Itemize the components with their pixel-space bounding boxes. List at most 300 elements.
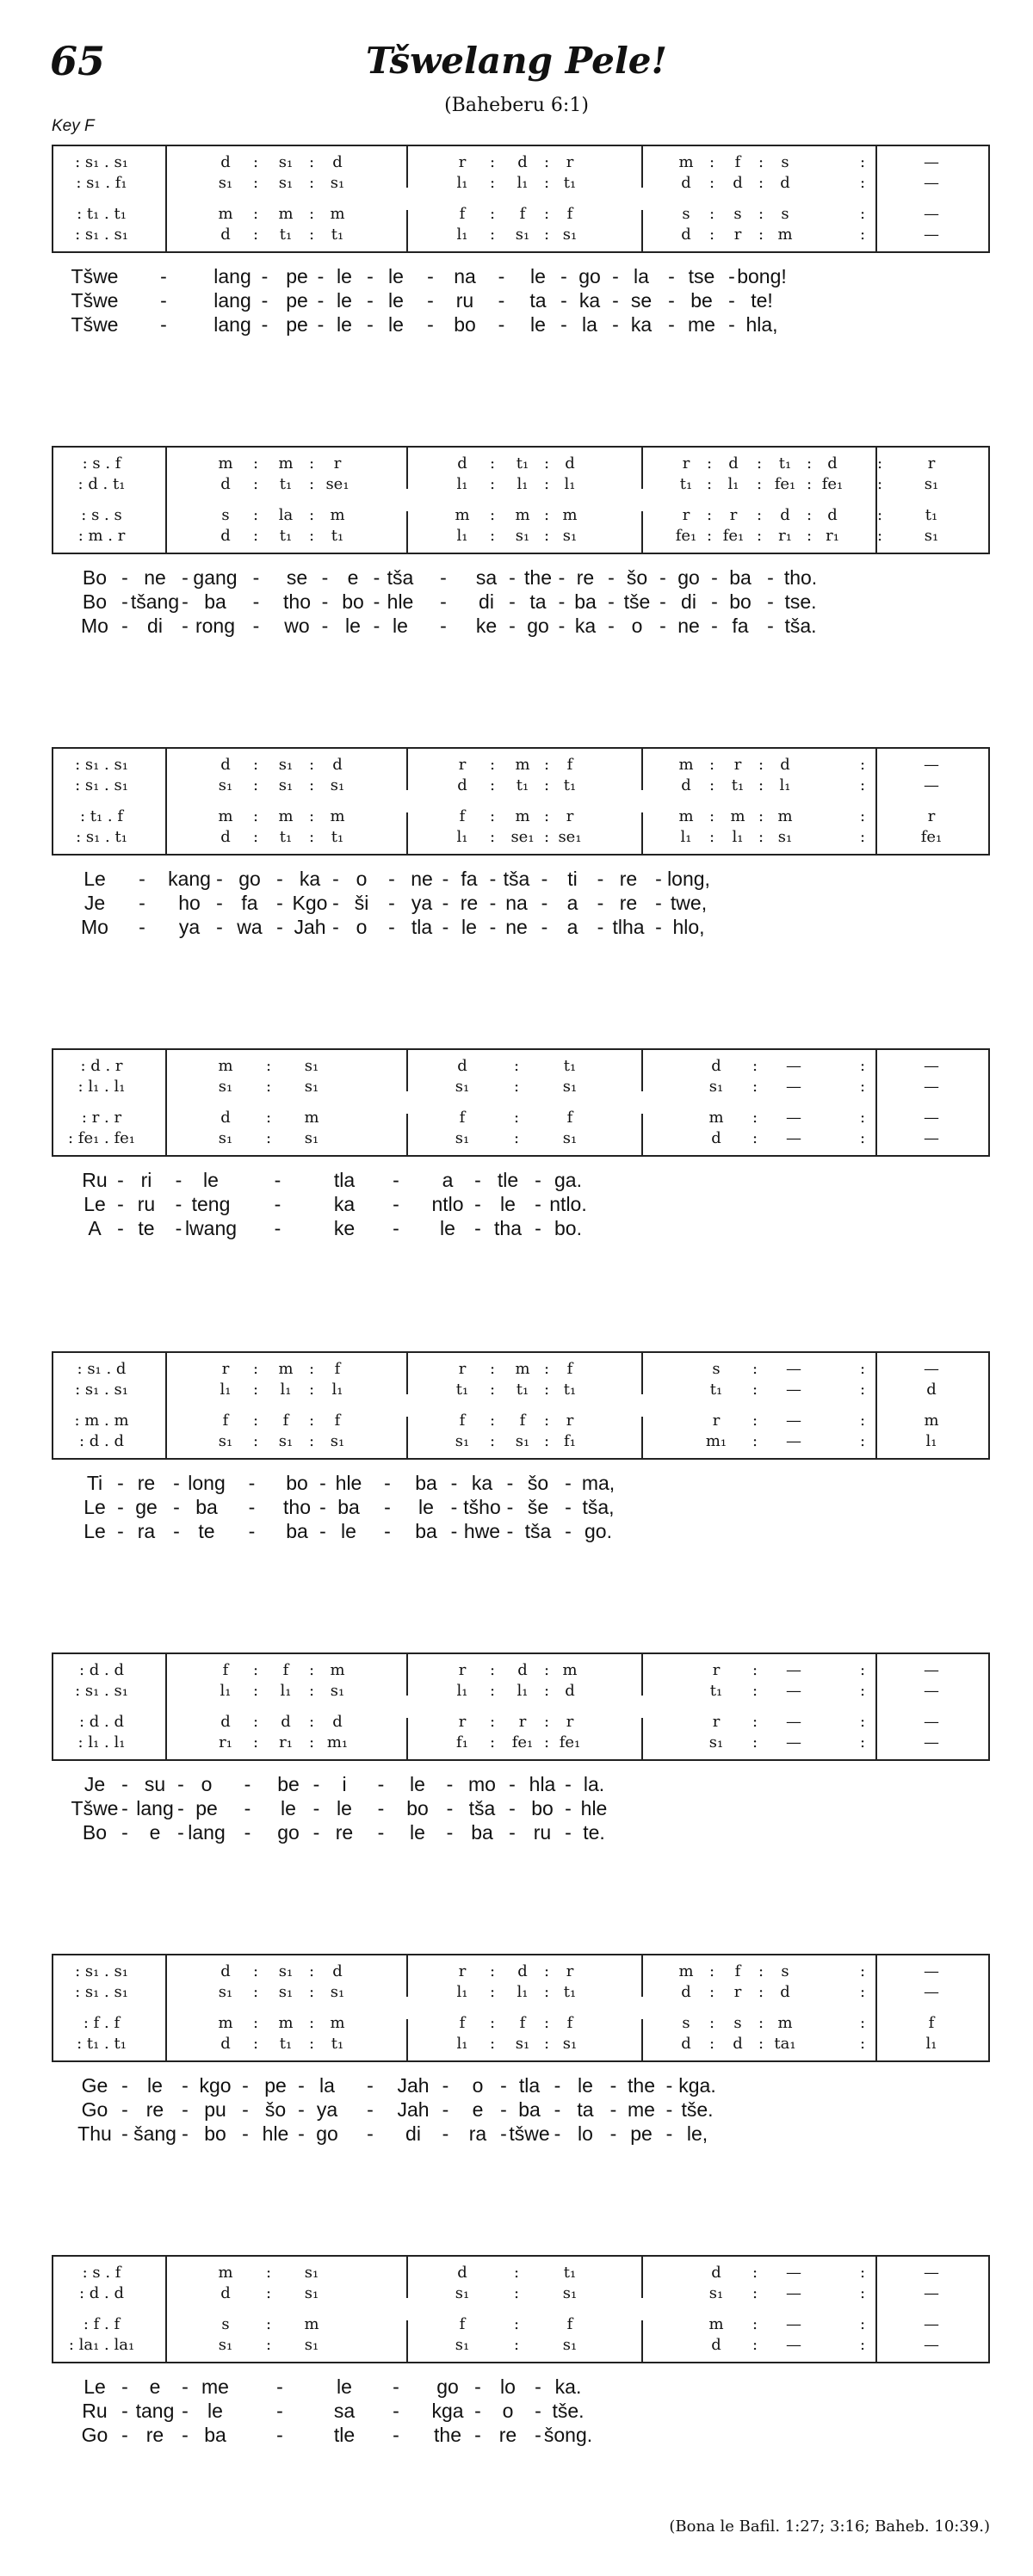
solfa-note: : d . r [80,1057,123,1075]
solfa-note: : d . d [79,2284,124,2302]
lyric-syllable: na [505,892,528,914]
solfa-note: f₁ [456,1733,468,1751]
syllable-hyphen: - [506,1520,514,1542]
beat-separator: : [308,1412,315,1430]
syllable-hyphen: - [668,265,675,287]
syllable-hyphen: - [321,615,329,637]
syllable-hyphen: - [182,2400,189,2422]
solfa-note: — [924,1057,939,1075]
beat-separator: : [758,776,764,794]
syllable-hyphen: - [442,2074,449,2097]
lyric-syllable: re [619,868,638,890]
beat-separator: : [513,2264,520,2282]
lyric-syllable: la [582,313,597,336]
solfa-note: f [222,1661,229,1679]
solfa-note: : s₁ . s₁ [75,153,128,171]
solfa-note: s₁ [455,1432,470,1450]
solfa-note: s₁ [304,2336,319,2354]
syllable-hyphen: - [242,2074,249,2097]
beat-separator: : [543,1713,550,1731]
music-system [52,446,990,646]
syllable-hyphen: - [312,1821,320,1844]
solfa-note: m [777,807,793,825]
solfa-note: l₁ [516,1983,529,2001]
solfa-note: r [712,1661,721,1679]
beat-separator: : [859,828,866,846]
beat-separator: : [859,1381,866,1399]
lyric-syllable: hwe [463,1520,501,1542]
syllable-hyphen: - [668,313,675,336]
solfa-note: s₁ [515,527,530,545]
lyric-syllable: Le [84,1520,106,1542]
solfa-note: s₁ [218,1983,233,2001]
solfa-note: t₁ [279,828,293,846]
lyric-syllable: A [88,1217,102,1239]
lyric-syllable: bo [406,1797,429,1819]
solfa-note: m [678,756,694,774]
beat-separator: : [489,1381,496,1399]
syllable-hyphen: - [182,2122,189,2145]
beat-separator: : [308,174,315,192]
beat-separator: : [758,807,764,825]
lyric-syllable: tša. [784,615,817,637]
bar-line [641,448,643,489]
lyrics-block [52,1775,990,1852]
solfa-note: — [924,205,939,223]
lyric-syllable: ka [574,615,597,637]
beat-separator: : [543,1412,550,1430]
lyric-syllable: me [201,2375,229,2398]
solfa-note: l₁ [564,475,576,493]
lyric-syllable: ke [333,1217,356,1239]
beat-separator: : [489,1661,496,1679]
beat-separator: : [252,205,259,223]
lyric-syllable: šo [264,2098,287,2121]
solfa-note: m [330,2014,345,2032]
lyric-syllable: tho [283,1496,311,1518]
solfa-note: f [334,1360,341,1378]
solfa-note: s₁ [924,475,939,493]
syllable-hyphen: - [160,265,167,287]
syllable-hyphen: - [175,1193,182,1215]
syllable-hyphen: - [248,1472,256,1494]
lyric-syllable: bo [204,2122,226,2145]
bar-line [406,448,408,489]
solfa-note: m [278,454,294,473]
solfa-note: f [566,1109,573,1127]
lyric-syllable: pe [195,1797,218,1819]
syllable-hyphen: - [711,590,718,613]
solfa-note: f [222,1412,229,1430]
lyric-syllable: ba [729,566,752,589]
syllable-hyphen: - [319,1472,326,1494]
lyric-syllable: ka. [554,2375,582,2398]
solfa-note: t₁ [709,1682,723,1700]
syllable-hyphen: - [446,1797,454,1819]
solfa-note: s₁ [777,828,793,846]
syllable-hyphen: - [558,590,566,613]
solfa-note: s₁ [455,1129,470,1147]
syllable-hyphen: - [659,615,666,637]
beat-separator: : [489,454,496,473]
beat-separator: : [489,2035,496,2053]
solfa-note: m [304,2315,319,2333]
beat-separator: : [489,1713,496,1731]
lyric-syllable: Jah [397,2074,430,2097]
bar-line [406,812,408,854]
syllable-hyphen: - [500,2074,507,2097]
beat-separator: : [752,2264,758,2282]
solfa-note: d [220,153,231,171]
solfa-note: d [220,828,231,846]
solfa-note: s₁ [278,1983,294,2001]
lyric-syllable: ba [204,2424,226,2446]
solfa-note: t₁ [516,1381,529,1399]
lyric-syllable: Tšwe [71,313,119,336]
lyric-syllable: le [337,313,352,336]
beat-separator: : [543,1360,550,1378]
beat-separator: : [252,527,259,545]
solfa-note: l₁ [456,1983,468,2001]
solfa-note: l₁ [456,475,468,493]
syllable-hyphen: - [554,2098,561,2121]
solfa-note: f [459,205,466,223]
solfa-note: — [924,174,939,192]
beat-separator: : [252,828,259,846]
solfa-note: s [781,1962,789,1980]
syllable-hyphen: - [317,265,325,287]
solfa-note: t₁ [516,454,529,473]
lyric-syllable: ba [415,1520,437,1542]
beat-separator: : [859,2336,866,2354]
solfa-note: r [733,756,742,774]
solfa-note: s₁ [304,1078,319,1096]
solfa-note: l₁ [925,2035,937,2053]
solfa-note: d [220,2035,231,2053]
solfa-note: r [566,153,574,171]
syllable-hyphen: - [506,1496,514,1518]
beat-separator: : [252,1381,259,1399]
lyric-syllable: le [337,2375,352,2398]
lyric-syllable: Ru [82,1169,108,1191]
solfa-note: s₁ [515,225,530,244]
lyric-syllable: te! [751,289,773,312]
syllable-hyphen: - [216,916,223,938]
lyric-syllable: hla, [745,313,778,336]
beat-separator: : [859,2264,866,2282]
solfa-note: l₁ [456,1682,468,1700]
lyric-syllable: ta [529,590,547,613]
beat-separator: : [708,828,715,846]
solfa-note: — [786,1129,801,1147]
lyrics-block [52,1171,990,1248]
syllable-hyphen: - [261,313,269,336]
solfa-note: : s₁ . s₁ [75,756,128,774]
syllable-hyphen: - [565,1797,572,1819]
lyric-syllable: le [281,1797,296,1819]
solfa-note: s₁ [330,776,345,794]
syllable-hyphen: - [160,289,167,312]
solfa-note: s₁ [278,153,294,171]
syllable-hyphen: - [117,1217,124,1239]
lyric-syllable: go [527,615,549,637]
syllable-hyphen: - [373,590,380,613]
lyric-syllable: o [356,868,368,890]
lyric-syllable: ga. [554,1169,582,1191]
solfa-note: — [924,1983,939,2001]
syllable-hyphen: - [450,1496,458,1518]
beat-separator: : [859,1983,866,2001]
solfa-note: m [562,1661,578,1679]
solfa-note: d [827,454,838,473]
solfa-note: m [730,807,745,825]
syllable-hyphen: - [276,2424,283,2446]
solfa-note: s₁ [708,1078,724,1096]
lyric-syllable: le [578,2074,593,2097]
syllable-hyphen: - [541,868,548,890]
lyric-syllable: wo [284,615,310,637]
solfa-note: l₁ [220,1682,232,1700]
music-system [52,1351,990,1551]
solfa-note: l₁ [516,1682,529,1700]
syllable-hyphen: - [321,566,329,589]
syllable-hyphen: - [274,1217,281,1239]
beat-separator: : [489,1682,496,1700]
solfa-note: s [733,205,742,223]
lyric-syllable: go [436,2375,459,2398]
solfa-note: d [220,1962,231,1980]
beat-separator: : [308,1682,315,1700]
tonic-solfa-staff [52,2255,990,2363]
solfa-note: : t₁ . t₁ [77,205,127,223]
lyric-syllable: ya [316,2098,338,2121]
solfa-note: d [332,756,343,774]
lyric-syllable: lang [213,265,251,287]
syllable-hyphen: - [393,2424,399,2446]
lyric-syllable: le [388,313,404,336]
beat-separator: : [752,2315,758,2333]
bar-line [165,146,167,251]
lyric-syllable: te. [583,1821,605,1844]
solfa-note: d [220,2284,231,2302]
beat-separator: : [252,475,259,493]
lyric-syllable: Go [81,2424,108,2446]
lyric-syllable: se [286,566,308,589]
solfa-note: t₁ [455,1381,469,1399]
bar-line [641,1114,643,1155]
solfa-note: : s₁ . s₁ [75,1983,128,2001]
syllable-hyphen: - [332,892,339,914]
beat-separator: : [252,506,259,524]
solfa-note: f [928,2014,935,2032]
syllable-hyphen: - [665,2098,673,2121]
lyric-syllable: tla [411,916,433,938]
music-system [52,747,990,947]
solfa-note: fe₁ [559,1733,581,1751]
solfa-note: d [220,1109,231,1127]
solfa-note: s₁ [562,1078,578,1096]
syllable-hyphen: - [274,1193,281,1215]
beat-separator: : [859,2014,866,2032]
solfa-note: f [459,1109,466,1127]
solfa-note: : s₁ . d [77,1360,127,1378]
lyric-syllable: ši [354,892,369,914]
solfa-note: — [924,776,939,794]
solfa-note: — [924,1682,939,1700]
beat-separator: : [708,1983,715,2001]
beat-separator: : [752,1733,758,1751]
solfa-note: d [457,776,467,794]
solfa-note: d [220,756,231,774]
lyric-syllable: go [578,265,601,287]
beat-separator: : [876,475,883,493]
beat-separator: : [708,756,715,774]
solfa-note: f₁ [564,1432,576,1450]
lyric-syllable: the [628,2074,655,2097]
lyric-syllable: Jah [397,2098,430,2121]
syllable-hyphen: - [173,1520,180,1542]
music-system [52,1652,990,1852]
solfa-note: r [458,1661,467,1679]
beat-separator: : [265,2315,272,2333]
solfa-note: s [781,153,789,171]
music-system [52,145,990,344]
solfa-note: f [734,153,741,171]
syllable-hyphen: - [242,2122,249,2145]
solfa-note: t₁ [731,776,745,794]
beat-separator: : [859,1412,866,1430]
syllable-hyphen: - [216,892,223,914]
syllable-hyphen: - [367,265,374,287]
solfa-note: d [565,454,575,473]
beat-separator: : [859,1661,866,1679]
beat-separator: : [806,475,813,493]
solfa-note: d [711,2336,721,2354]
syllable-hyphen: - [252,590,260,613]
lyric-syllable: bo [286,1472,308,1494]
solfa-note: r [458,153,467,171]
syllable-hyphen: - [711,566,718,589]
lyric-syllable: pe [630,2122,653,2145]
beat-separator: : [543,454,550,473]
solfa-note: ta₁ [774,2035,796,2053]
beat-separator: : [758,2035,764,2053]
lyric-syllable: ka [299,868,321,890]
bar-line [641,1050,643,1091]
syllable-hyphen: - [367,289,374,312]
beat-separator: : [308,205,315,223]
solfa-note: : l₁ . l₁ [77,1733,126,1751]
beat-separator: : [752,1661,758,1679]
solfa-note: s₁ [304,1129,319,1147]
lyric-syllable: re [498,2424,517,2446]
solfa-note: s [712,1360,721,1378]
solfa-note: s₁ [304,2284,319,2302]
beat-separator: : [252,153,259,171]
lyric-syllable: tšwe [509,2122,550,2145]
lyric-syllable: o [502,2400,514,2422]
solfa-note: m [330,1661,345,1679]
tonic-solfa-staff [52,1048,990,1157]
syllable-hyphen: - [560,265,567,287]
solfa-note: l₁ [220,1381,232,1399]
lyric-syllable: ho [178,892,201,914]
syllable-hyphen: - [117,1520,124,1542]
beat-separator: : [252,225,259,244]
solfa-note: d [220,1713,231,1731]
lyric-syllable: ra [468,2122,487,2145]
beat-separator: : [752,2336,758,2354]
bar-line [406,2019,408,2060]
beat-separator: : [876,506,883,524]
beat-separator: : [859,174,866,192]
bar-line [641,1718,643,1759]
beat-separator: : [708,2014,715,2032]
solfa-note: — [786,1381,801,1399]
beat-separator: : [265,1129,272,1147]
lyric-syllable: šong. [543,2424,593,2446]
beat-separator: : [543,1661,550,1679]
syllable-hyphen: - [506,1472,514,1494]
lyric-syllable: lang [188,1821,226,1844]
beat-separator: : [859,1129,866,1147]
solfa-note: r [221,1360,230,1378]
syllable-hyphen: - [117,1193,124,1215]
bar-line [406,146,408,188]
lyric-syllable: ba [415,1472,437,1494]
beat-separator: : [308,527,315,545]
solfa-note: l₁ [732,828,744,846]
beat-separator: : [859,2315,866,2333]
solfa-note: : s₁ . f₁ [76,174,127,192]
lyric-syllable: še [527,1496,549,1518]
syllable-hyphen: - [173,1496,180,1518]
beat-separator: : [265,2336,272,2354]
beat-separator: : [758,2014,764,2032]
solfa-note: f [566,2014,573,2032]
lyric-syllable: ra [137,1520,156,1542]
syllable-hyphen: - [509,590,516,613]
lyric-syllable: se [630,289,653,312]
bar-line [875,2257,877,2362]
solfa-note: m [278,2014,294,2032]
beat-separator: : [752,1057,758,1075]
beat-separator: : [859,756,866,774]
syllable-hyphen: - [565,1520,572,1542]
solfa-note: r [518,1713,527,1731]
lyric-syllable: me [628,2098,655,2121]
lyric-syllable: le [337,289,352,312]
syllable-hyphen: - [565,1496,572,1518]
solfa-note: se₁ [325,475,349,493]
lyric-syllable: ya [411,892,433,914]
syllable-hyphen: - [312,1773,320,1795]
solfa-note: s₁ [278,776,294,794]
syllable-hyphen: - [498,265,505,287]
beat-separator: : [489,756,496,774]
syllable-hyphen: - [377,1797,385,1819]
solfa-note: f [459,2315,466,2333]
solfa-note: d [517,1661,528,1679]
syllable-hyphen: - [498,313,505,336]
lyric-syllable: rong [195,615,236,637]
solfa-note: — [924,1129,939,1147]
solfa-note: s₁ [218,1129,233,1147]
bar-line [406,1955,408,1997]
beat-separator: : [489,527,496,545]
solfa-note: t₁ [679,475,693,493]
beat-separator: : [308,828,315,846]
